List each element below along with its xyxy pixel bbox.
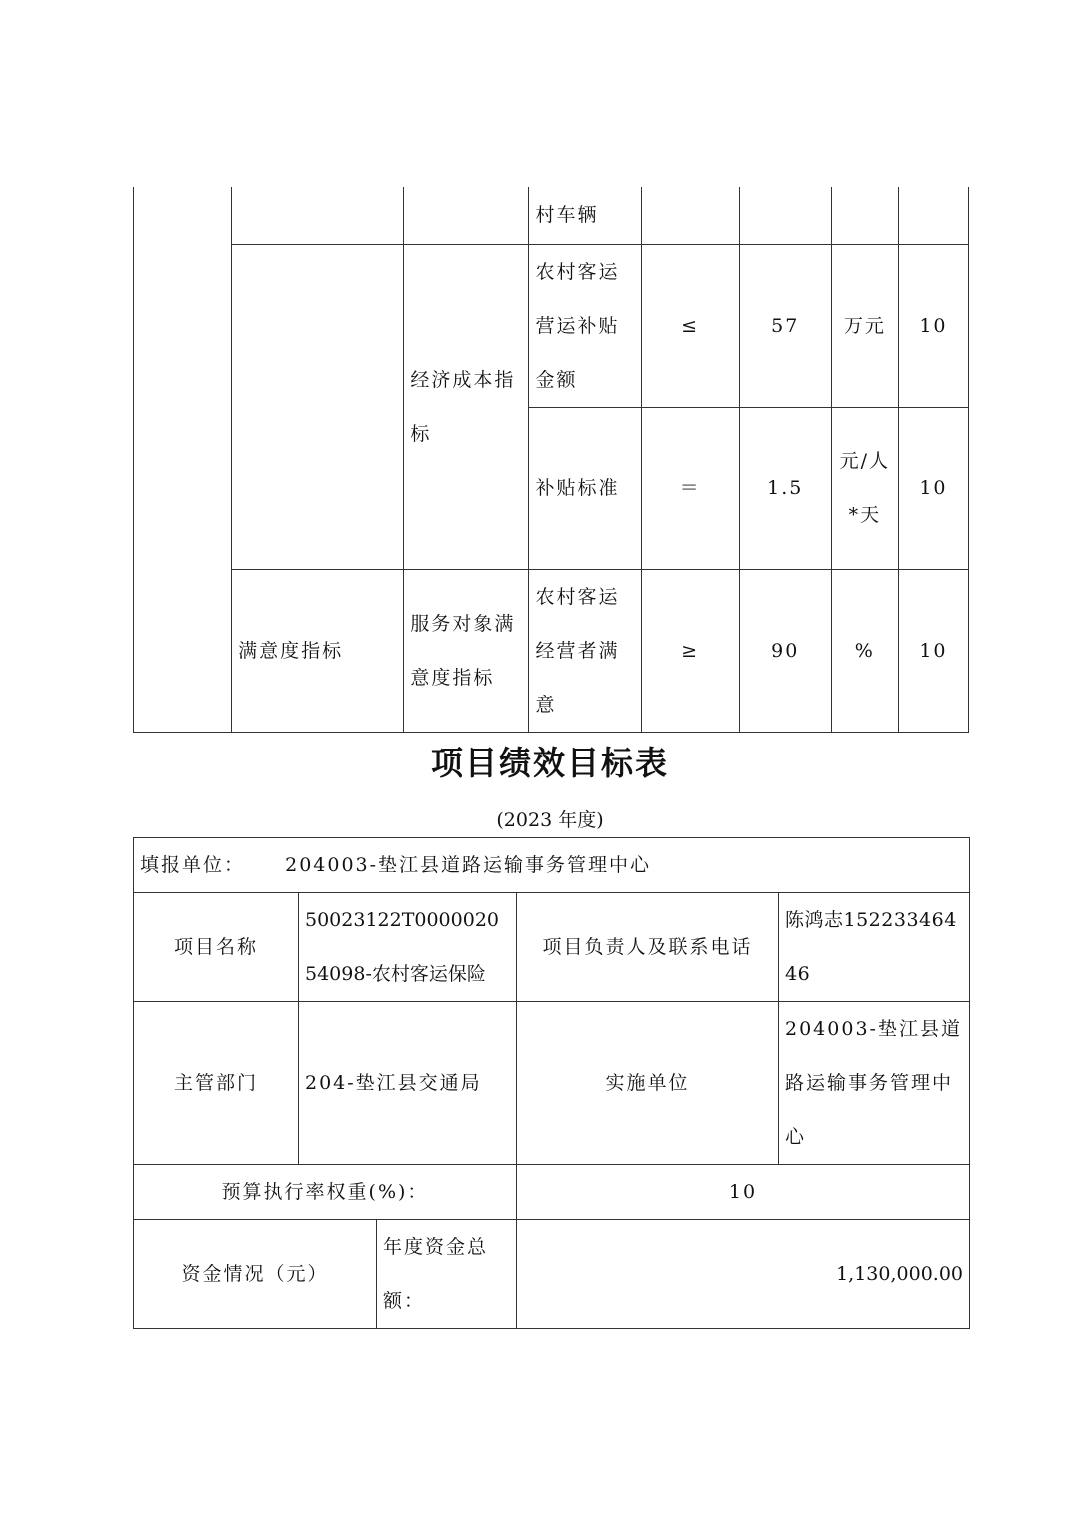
project-leader-value: 陈鸿志15223346446 [779, 893, 970, 1002]
form-year: (2023 年度) [496, 809, 604, 831]
secondary-indicator: 服务对象满意度指标 [404, 569, 529, 732]
indicator-name: 农村客运经营者满意 [529, 569, 641, 732]
target-value: 90 [739, 569, 831, 732]
primary-indicator-cell [232, 187, 404, 244]
indicator-name: 村车辆 [529, 187, 641, 244]
department-value: 204-垫江县交通局 [299, 1002, 517, 1165]
secondary-indicator: 经济成本指标 [404, 244, 529, 569]
operator-cell [641, 187, 739, 244]
reporting-unit-value: 204003-垫江县道路运输事务管理中心 [285, 854, 652, 876]
form-title: 项目绩效目标表 [430, 744, 669, 782]
primary-indicator-cell [232, 244, 404, 569]
indicator-name: 补贴标准 [529, 407, 641, 569]
secondary-indicator-cell [404, 187, 529, 244]
weight: 10 [898, 407, 968, 569]
implementer-label: 实施单位 [517, 1002, 779, 1165]
target-value: 57 [739, 244, 831, 407]
project-leader-label: 项目负责人及联系电话 [517, 893, 779, 1002]
indicator-name: 农村客运营运补贴金额 [529, 244, 641, 407]
operator: ≥ [641, 569, 739, 732]
annual-funds-label: 年度资金总额： [377, 1220, 517, 1329]
weight-cell [898, 187, 968, 244]
funds-label: 资金情况（元） [134, 1220, 377, 1329]
budget-weight-value: 10 [517, 1165, 970, 1220]
unit: % [831, 569, 898, 732]
unit-cell [831, 187, 898, 244]
annual-funds-value: 1,130,000.00 [517, 1220, 970, 1329]
project-name-value: 50023122T000002054098-农村客运保险 [299, 893, 517, 1002]
reporting-unit-label: 填报单位： [140, 854, 246, 876]
project-info-table [133, 837, 970, 1329]
primary-indicator-cell [134, 187, 232, 732]
implementer-value: 204003-垫江县道路运输事务管理中心 [779, 1002, 970, 1165]
budget-weight-label: 预算执行率权重(%)： [134, 1165, 517, 1220]
operator: ＝ [641, 407, 739, 569]
project-name-label: 项目名称 [134, 893, 299, 1002]
weight: 10 [898, 569, 968, 732]
performance-indicator-table [133, 187, 969, 733]
unit: 万元 [831, 244, 898, 407]
unit: 元/人*天 [831, 407, 898, 569]
value-cell [739, 187, 831, 244]
reporting-unit-row [134, 838, 970, 893]
operator: ≤ [641, 244, 739, 407]
primary-indicator: 满意度指标 [232, 569, 404, 732]
target-value: 1.5 [739, 407, 831, 569]
department-label: 主管部门 [134, 1002, 299, 1165]
weight: 10 [898, 244, 968, 407]
